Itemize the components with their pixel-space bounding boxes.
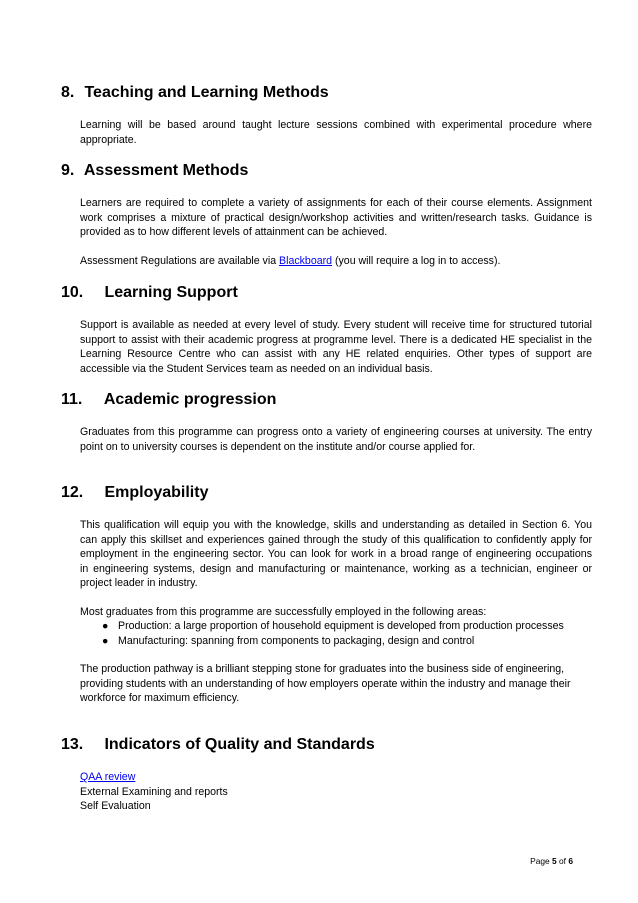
- text-line: Support is available as needed at every level of study. Every student will receive time for structured tutorial: [80, 319, 592, 331]
- section-11-paragraph: [80, 425, 592, 454]
- text-line: support to assist with their academic progress at programme level. There is a dedicated HE specialist in the: [80, 333, 592, 346]
- list-item: External Examining and reports: [80, 785, 228, 798]
- bullet-icon: ●: [102, 635, 109, 647]
- of-label: of: [559, 856, 566, 866]
- text-line: appropriate.: [80, 133, 137, 146]
- section-13-heading: [61, 736, 375, 754]
- total-pages-number: 6: [568, 856, 573, 866]
- section-12-heading: [61, 484, 208, 502]
- section-title: Employability: [104, 484, 209, 501]
- section-title: Assessment Methods: [83, 162, 249, 179]
- page-label: Page: [530, 856, 550, 866]
- section-number: 13.: [61, 736, 84, 753]
- section-11-heading: [61, 391, 276, 409]
- section-number: 9.: [61, 162, 75, 179]
- section-12-paragraph: [80, 518, 592, 591]
- text-line: Learning will be based around taught lecture sessions combined with experimental procedure where: [80, 119, 592, 131]
- page-number-footer: [530, 856, 573, 866]
- employment-areas-intro: Most graduates from this programme are successfully employed in the following areas:: [80, 606, 487, 618]
- list-item: ● Manufacturing: spanning from components to packaging, design and control: [102, 635, 475, 647]
- section-number: 11.: [61, 391, 83, 408]
- section-8-heading: [61, 84, 329, 102]
- text-line: Learners are required to complete a variety of assignments for each of their course elements. Assignment: [80, 197, 592, 209]
- text-line: The production pathway is a brilliant stepping stone for graduates into the business side of engineering,: [80, 663, 565, 675]
- text-line: This qualification will equip you with the knowledge, skills and understanding as detailed in Section 6. You: [80, 519, 592, 531]
- section-number: 10.: [61, 284, 84, 301]
- text-line: accessible via the Student Services team as needed on an individual basis.: [80, 362, 433, 375]
- section-10-paragraph: [80, 318, 592, 376]
- section-title: Indicators of Quality and Standards: [104, 736, 375, 753]
- blackboard-link[interactable]: Blackboard: [279, 255, 333, 267]
- section-9-paragraph: [80, 196, 592, 240]
- employment-areas-list: [98, 619, 564, 649]
- section-9-heading: [61, 162, 248, 180]
- text-line: workforce for maximum efficiency.: [80, 692, 240, 705]
- regs-text-before: Assessment Regulations are available via: [80, 255, 280, 267]
- text-line: work comprises a mixture of practical design/workshop activities and written/research tasks. Guidance is: [80, 211, 592, 224]
- text-line: project leader in industry.: [80, 577, 198, 590]
- text-line: Learning Resource Centre who can assist with any HE related enquiries. Other types of support are: [80, 348, 592, 361]
- text-line: in engineering systems, design and manufacturing or maintenance, working as a technician, engineer or: [80, 562, 592, 575]
- assessment-regulations-text: [80, 254, 592, 269]
- section-number: 12.: [61, 484, 84, 501]
- section-title: Learning Support: [104, 284, 238, 301]
- regs-text-after: (you will require a log in to access).: [332, 255, 501, 267]
- bullet-icon: ●: [102, 620, 109, 632]
- text-line: providing students with an understanding of how employers operate within the industry and manage their: [80, 677, 571, 690]
- text-line: employment in the engineering sector. You can look for work in a broad range of engineering occupations: [80, 548, 592, 561]
- qaa-review-link[interactable]: QAA review: [80, 771, 136, 783]
- section-10-heading: [61, 284, 238, 302]
- quality-indicators-list: [80, 770, 592, 814]
- production-pathway-paragraph: [80, 662, 592, 706]
- list-item: Self Evaluation: [80, 800, 151, 813]
- section-title: Academic progression: [103, 391, 277, 408]
- current-page-number: 5: [552, 856, 557, 866]
- section-title: Teaching and Learning Methods: [84, 84, 329, 101]
- text-line: Graduates from this programme can progress onto a variety of engineering courses at university. The entry: [80, 426, 592, 438]
- section-8-paragraph: [80, 118, 592, 147]
- text-line: can apply this skillset and experiences gained through the study of this qualification to confidently apply for: [80, 533, 592, 546]
- text-line: provided as to how different levels of attainment can be achieved.: [80, 226, 388, 239]
- section-number: 8.: [61, 84, 75, 101]
- list-item: ● Production: a large proportion of household equipment is developed from production processes: [102, 620, 564, 632]
- text-line: point on to university courses is dependent on the institute and/or course applied for.: [80, 440, 476, 453]
